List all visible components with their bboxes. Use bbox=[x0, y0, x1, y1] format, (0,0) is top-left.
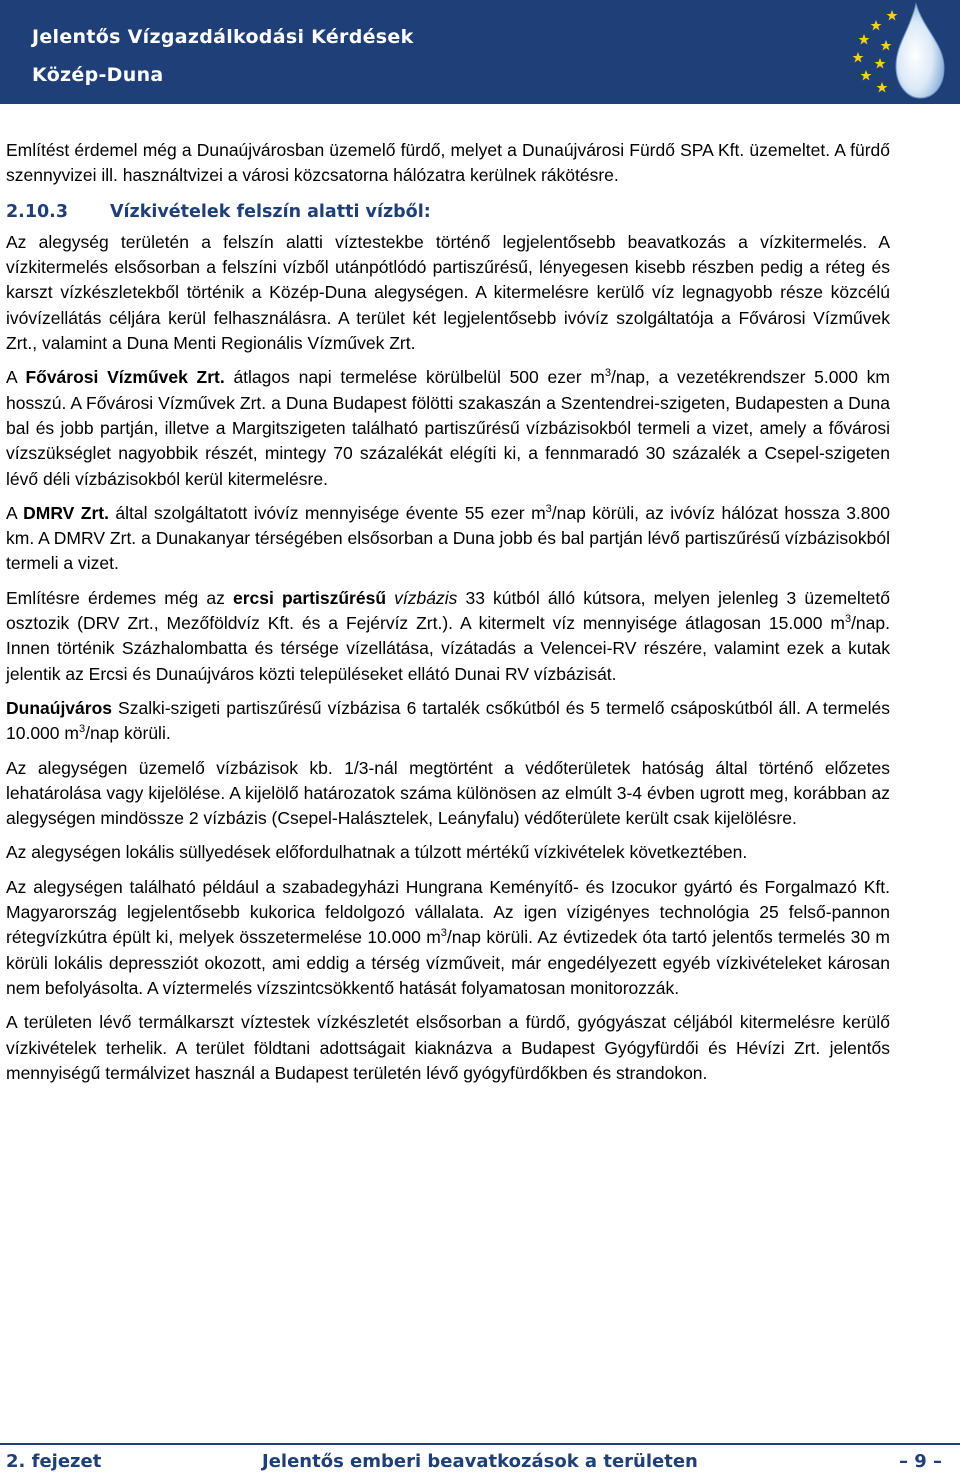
page-footer bbox=[0, 1451, 960, 1475]
text-run: 33 kútból álló kútsora, melyen jelenleg 3 üzemeltető osztozik (DRV Zrt., Mezőföldvíz Kft. és a Fejérvíz Zrt.). A kitermelt víz mennyisége átlagosan 15.000 m bbox=[6, 587, 890, 634]
paragraph: A területen lévő termálkarszt víztestek vízkészletét elsősorban a fürdő, gyógyászat céljából kitermelésre kerülő vízkivételek terhelik. A terület földtani adottságait kiaknázva a Budapest Gyógyfürdői és Hévízi Zrt. jelentős mennyiségű termálvizet használ a Budapest területén lévő gyógyfürdőkben és strandokon. bbox=[6, 1012, 890, 1083]
page-number: – 9 – bbox=[898, 1451, 942, 1472]
paragraph bbox=[6, 501, 890, 577]
text-run: Az alegységen található például a szabadegyházi Hungrana Keményítő- és Izocukor gyártó és Forgalmazó Kft. Magyarország legjelentősebb kukorica feldolgozó vállalata. Az igen vízigényes technológia 25 felső-pannon rétegvízkútra épült ki, melyek összetermelése 10.000 m bbox=[6, 876, 890, 948]
text-run: A bbox=[6, 502, 24, 523]
bold-run: Dunaújváros bbox=[6, 697, 112, 718]
text-run: /nap körüli. bbox=[85, 723, 171, 744]
footer-title: Jelentős emberi beavatkozások a területen bbox=[262, 1451, 698, 1472]
paragraph: Az alegységen üzemelő vízbázisok kb. 1/3-nál megtörtént a védőterületek hatóság által történő előzetes lehatárolása vagy kijelölése. A kijelölő határozatok száma különösen az elmúlt 3-4 évben ugrott meg, korábban az alegységen mindössze 2 vízbázis (Csepel-Halásztelek, Leányfalu) védőterülete került csak kijelölésre. bbox=[6, 757, 890, 829]
bold-run: ercsi partiszűrésű bbox=[232, 587, 387, 608]
text-run: által szolgáltatott ivóvíz mennyisége évente 55 ezer m bbox=[108, 502, 546, 523]
paragraph bbox=[6, 696, 890, 747]
superscript: 3 bbox=[440, 927, 447, 940]
paragraph bbox=[6, 875, 890, 1001]
page-body bbox=[6, 138, 890, 1095]
superscript: 3 bbox=[545, 503, 552, 516]
text-run: Említésre érdemes még az bbox=[6, 587, 233, 608]
page-header bbox=[0, 0, 960, 104]
paragraph bbox=[6, 586, 890, 687]
paragraph: Az alegységen lokális süllyedések előfordulhatnak a túlzott mértékű vízkivételek következtében. bbox=[6, 842, 748, 863]
superscript: 3 bbox=[604, 367, 611, 380]
eu-water-drop-logo bbox=[846, 0, 956, 104]
text-run: /nap, a vezetékrendszer 5.000 km hosszú. A Fővárosi Vízművek Zrt. a Duna Budapest fölötti szakaszán a Szentendrei-szigeten, Budapesten a Duna bal és jobb partján, illetve a Margitszigeten található partiszűrésű vízbázisokból termeli a vizet, amely a fővárosi vízszükséglet nagyobbik részét, mintegy 70 százalékát elégíti ki, a fennmaradó 30 százalék a Csepel-szigeten lévő déli vízbázisokból kerül kitermelésre. bbox=[6, 367, 890, 489]
superscript: 3 bbox=[78, 723, 86, 736]
footer-divider bbox=[0, 1443, 960, 1445]
paragraph: Említést érdemel még a Dunaújvárosban üzemelő fürdő, melyet a Dunaújvárosi Fürdő SPA Kft. üzemeltet. A fürdő szennyvizei ill. használtvizei a városi közcsatorna hálózatra kerülnek rákötésre. bbox=[6, 140, 890, 186]
header-subtitle: Közép-Duna bbox=[32, 64, 164, 86]
section-number: 2.10.3 bbox=[6, 201, 69, 222]
paragraph: Az alegység területén a felszín alatti víztestekbe történő legjelentősebb beavatkozás a vízkitermelés. A vízkitermelés elsősorban a felszíni vízből utánpótlódó partiszűrésű, lényegesen kisebb részben pedig a réteg és karszt vízkészletekből történik a Közép-Duna alegységen. A kitermelésre kerülő víz legnagyobb része közcélú ivóvízellátás céljára kerül felhasználásra. A terület két legjelentősebb ivóvíz szolgáltatója a Fővárosi Vízművek Zrt., valamint a Duna Menti Regionális Vízművek Zrt. bbox=[6, 231, 890, 354]
header-title: Jelentős Vízgazdálkodási Kérdések bbox=[32, 26, 414, 48]
section-heading bbox=[6, 200, 890, 225]
text-run: Szalki-szigeti partiszűrésű vízbázisa 6 tartalék csőkútból és 5 termelő csáposkútból áll. A termelés 10.000 m bbox=[6, 697, 890, 744]
text-run bbox=[386, 588, 394, 608]
section-title: Vízkivételek felszín alatti vízből: bbox=[110, 201, 431, 222]
text-run: /nap körüli. Az évtizedek óta tartó jelentős termelés 30 m körüli lokális depressziót okozott, ami eddig a térség vízműveit, már engedélyezett egyéb vízkivételeket károsan nem befolyásolta. A víztermelés vízszintcsökkentő hatását folyamatosan monitorozzák. bbox=[6, 927, 890, 998]
text-run: /nap. Innen történik Százhalombatta és térsége vízellátása, vízátadás a Velencei-RV részére, valamint ezek a kutak jelentik az Ercsi és Dunaújváros közti településeket ellátó Dunai RV vízbázisát. bbox=[6, 613, 890, 684]
paragraph bbox=[6, 365, 890, 491]
bold-run: Fővárosi Vízművek Zrt. bbox=[25, 367, 225, 388]
italic-run: vízbázis bbox=[394, 587, 458, 608]
text-run: A bbox=[6, 367, 26, 388]
text-run: átlagos napi termelése körülbelül 500 ezer m bbox=[224, 367, 605, 388]
bold-run: DMRV Zrt. bbox=[23, 502, 109, 523]
footer-chapter: 2. fejezet bbox=[6, 1451, 102, 1472]
superscript: 3 bbox=[844, 613, 852, 626]
text-run: /nap körüli, az ivóvíz hálózat hossza 3.800 km. A DMRV Zrt. a Dunakanyar térségében elsősorban a Duna jobb és bal partján lévő partiszűrésű vízbázisokból termeli a vizet. bbox=[6, 502, 890, 574]
